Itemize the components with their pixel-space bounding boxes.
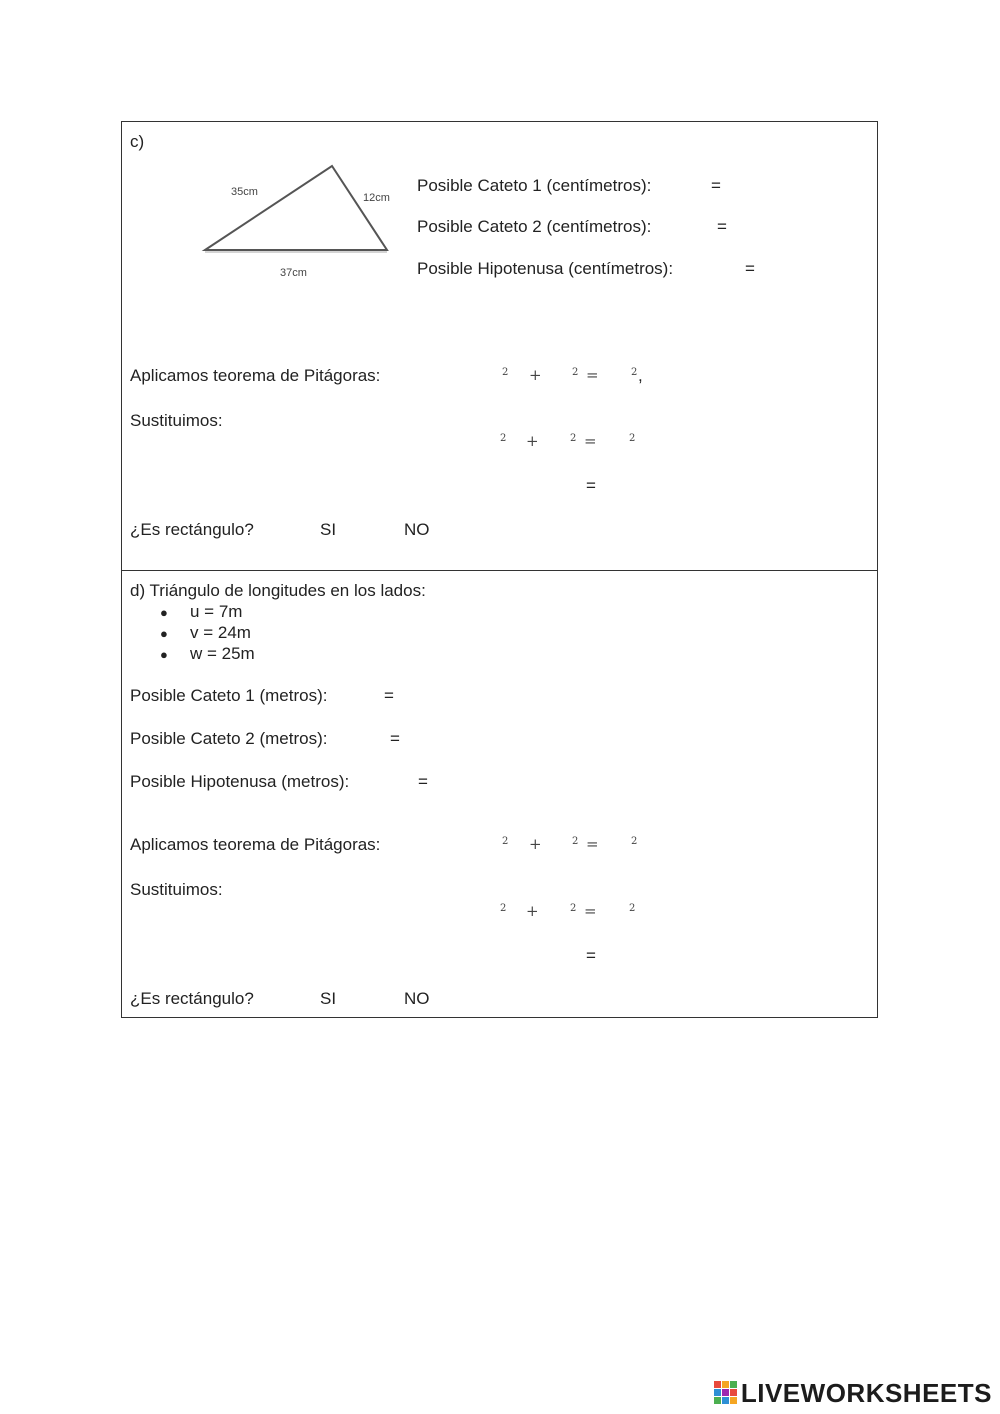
c-formula1-comma: , (638, 366, 643, 385)
d-side-v: v = 24m (190, 623, 251, 642)
bullet-icon: ● (160, 605, 168, 620)
c-formula2-square-c: 2 (629, 433, 636, 444)
logo-blocks-icon (713, 1380, 739, 1406)
c-formula1-equals: = (586, 366, 599, 384)
d-cateto1-equals: = (384, 686, 394, 705)
d-formula2-square-a: 2 (500, 903, 507, 914)
c-formula1-plus: + (529, 366, 542, 384)
d-formula2-plus: + (526, 902, 539, 920)
d-rectangulo-label: ¿Es rectángulo? (130, 989, 254, 1008)
c-sustituimos-label: Sustituimos: (130, 411, 223, 430)
c-formula2-square-a: 2 (500, 433, 507, 444)
c-no-option[interactable]: NO (404, 520, 430, 539)
d-no-option[interactable]: NO (404, 989, 430, 1008)
c-formula2-equals: = (584, 432, 597, 450)
d-formula2-equals: = (584, 902, 597, 920)
c-result-equals: = (586, 476, 596, 495)
d-hipotenusa-equals: = (418, 772, 428, 791)
liveworksheets-logo[interactable] (713, 1378, 992, 1408)
c-si-option[interactable]: SI (320, 520, 337, 539)
d-formula1-plus: + (529, 835, 542, 853)
d-formula1-equals: = (586, 835, 599, 853)
c-formula1-square-b: 2 (572, 367, 579, 378)
triangle-side-bottom-label: 37cm (280, 267, 307, 279)
c-cateto2-label: Posible Cateto 2 (centímetros): (417, 217, 652, 236)
d-pitagoras-label: Aplicamos teorema de Pitágoras: (130, 835, 381, 854)
d-side-u: u = 7m (190, 602, 243, 621)
d-cateto1-label: Posible Cateto 1 (metros): (130, 686, 328, 705)
d-result-equals: = (586, 946, 596, 965)
bullet-icon: ● (160, 647, 168, 662)
c-hipotenusa-label: Posible Hipotenusa (centímetros): (417, 259, 674, 278)
triangle-diagram (195, 158, 405, 283)
d-formula1-square-a: 2 (502, 836, 509, 847)
d-side-w: w = 25m (190, 644, 255, 663)
c-pitagoras-label: Aplicamos teorema de Pitágoras: (130, 366, 381, 385)
c-formula1-square-c: 2 (631, 367, 638, 378)
c-cateto1-equals: = (711, 176, 721, 195)
logo-text: LIVEWORKSHEETS (740, 1377, 992, 1408)
c-formula1-square-a: 2 (502, 367, 509, 378)
triangle-side-right-label: 12cm (363, 192, 390, 204)
section-c-label: c) (130, 132, 145, 151)
d-cateto2-label: Posible Cateto 2 (metros): (130, 729, 328, 748)
bullet-icon: ● (160, 626, 168, 641)
c-cateto1-label: Posible Cateto 1 (centímetros): (417, 176, 652, 195)
triangle-shape (205, 166, 387, 250)
c-formula2-plus: + (526, 432, 539, 450)
c-formula2-square-b: 2 (570, 433, 577, 444)
triangle-side-top-left-label: 35cm (231, 186, 258, 198)
d-cateto2-equals: = (390, 729, 400, 748)
d-formula2-square-b: 2 (570, 903, 577, 914)
section-d-label: d) Triángulo de longitudes en los lados: (130, 581, 426, 600)
c-rectangulo-label: ¿Es rectángulo? (130, 520, 254, 539)
d-formula2-square-c: 2 (629, 903, 636, 914)
d-sustituimos-label: Sustituimos: (130, 880, 223, 899)
d-hipotenusa-label: Posible Hipotenusa (metros): (130, 772, 350, 791)
d-formula1-square-c: 2 (631, 836, 638, 847)
c-cateto2-equals: = (717, 217, 727, 236)
c-hipotenusa-equals: = (745, 259, 755, 278)
d-si-option[interactable]: SI (320, 989, 337, 1008)
d-formula1-square-b: 2 (572, 836, 579, 847)
